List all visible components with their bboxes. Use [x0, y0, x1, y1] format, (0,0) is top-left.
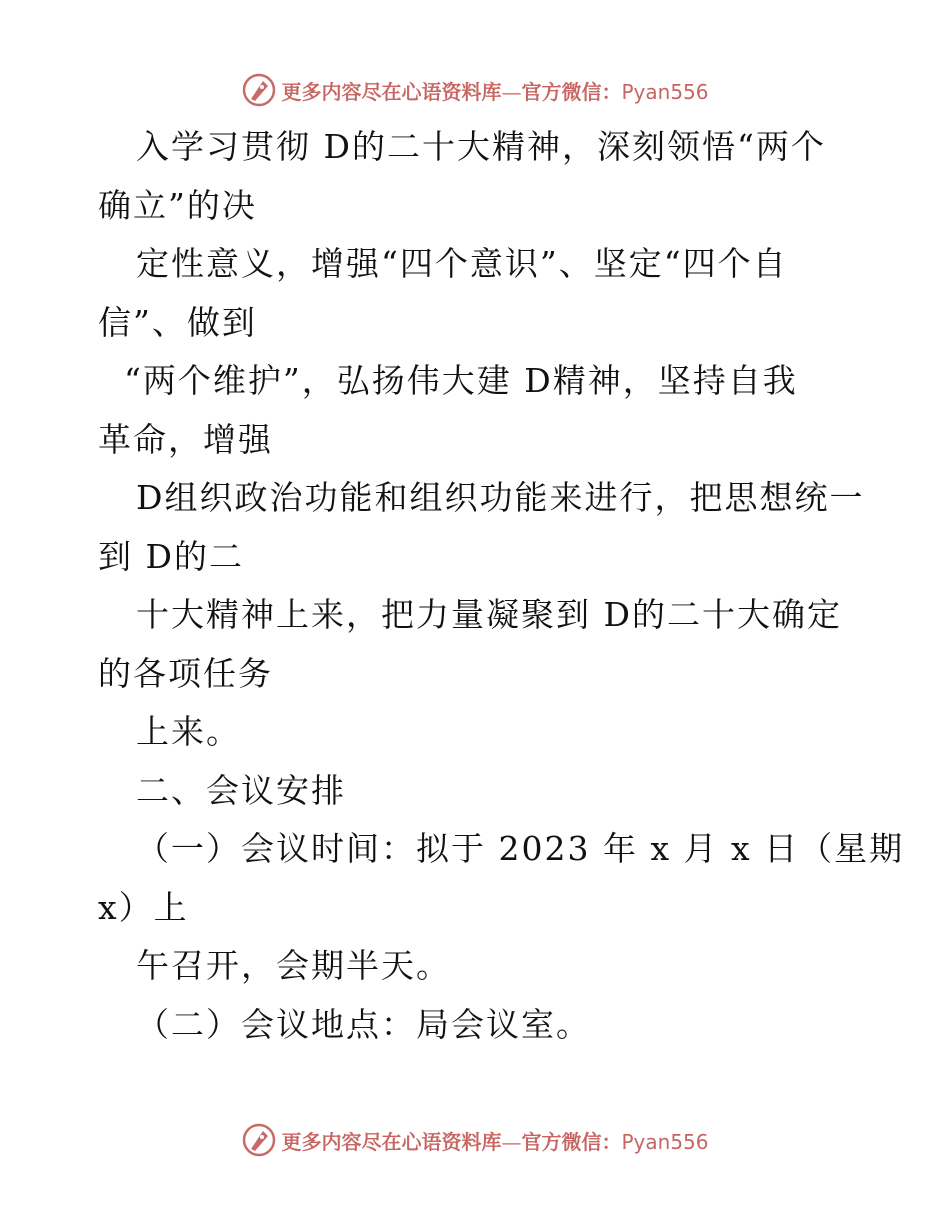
body-line: 入学习贯彻 D的二十大精神，深刻领悟“两个 [136, 127, 826, 166]
body-line: 到 D的二 [98, 536, 244, 576]
body-line: 的各项任务 [98, 653, 273, 693]
body-line: “两个维护”，弘扬伟大建 D精神，坚持自我 [124, 361, 798, 400]
section-heading: 二、会议安排 [136, 770, 346, 810]
pen-nib-logo-icon [241, 72, 277, 108]
body-line: 十大精神上来，把力量凝聚到 D的二十大确定 [136, 595, 842, 634]
body-line: （一）会议时间：拟于 2023 年 x 月 x 日（星期 [136, 829, 905, 868]
footer-watermark [0, 1120, 950, 1160]
body-line: D组织政治功能和组织功能来进行，把思想统一 [136, 478, 865, 517]
pen-nib-logo-icon [241, 1122, 277, 1158]
watermark-brand: 更多内容尽在心语资料库 [281, 79, 502, 104]
watermark-separator: — [501, 1129, 522, 1154]
watermark-text [281, 1126, 708, 1155]
body-line: 确立”的决 [98, 185, 257, 225]
watermark-text [281, 76, 708, 105]
watermark-account: Pyan556 [621, 1129, 709, 1154]
watermark-brand: 更多内容尽在心语资料库 [281, 1129, 502, 1154]
body-line: 信”、做到 [98, 302, 257, 342]
body-line: 革命，增强 [98, 419, 273, 459]
watermark-official: 官方微信： [521, 1129, 622, 1154]
body-line: （二）会议地点：局会议室。 [136, 1004, 591, 1044]
body-line: 定性意义，增强“四个意识”、坚定“四个自 [136, 244, 788, 283]
body-line: 上来。 [136, 712, 241, 751]
header-watermark [0, 70, 950, 110]
watermark-official: 官方微信： [521, 79, 622, 104]
body-line: x）上 [98, 887, 189, 927]
watermark-separator: — [501, 79, 522, 104]
document-body [98, 118, 905, 1054]
watermark-account: Pyan556 [621, 79, 709, 104]
body-line: 午召开，会期半天。 [136, 946, 451, 985]
